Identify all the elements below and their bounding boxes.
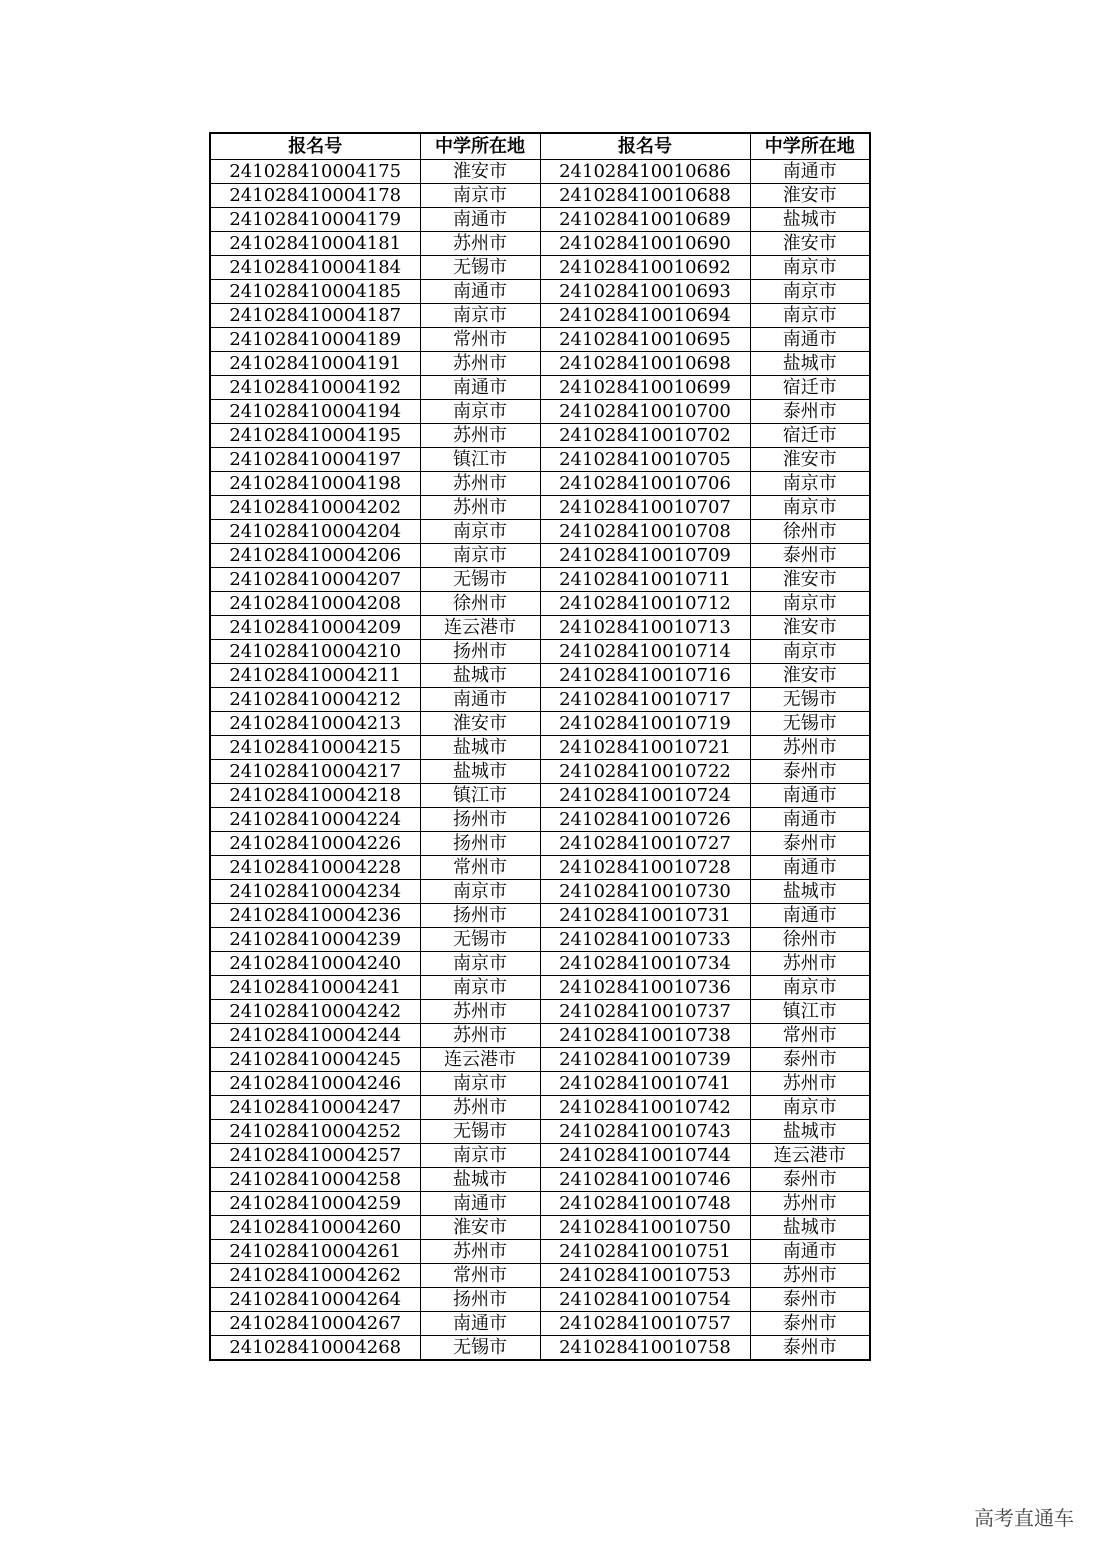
cell-registration-number: 241028410010711 xyxy=(540,568,750,592)
cell-school-location: 苏州市 xyxy=(750,1072,870,1096)
cell-registration-number: 241028410004236 xyxy=(210,904,420,928)
cell-school-location: 泰州市 xyxy=(750,832,870,856)
cell-registration-number: 241028410010727 xyxy=(540,832,750,856)
table-row xyxy=(210,232,870,256)
cell-registration-number: 241028410004204 xyxy=(210,520,420,544)
cell-school-location: 苏州市 xyxy=(750,952,870,976)
cell-school-location: 盐城市 xyxy=(420,1168,540,1192)
table-row xyxy=(210,400,870,424)
cell-registration-number: 241028410004181 xyxy=(210,232,420,256)
table-row xyxy=(210,304,870,328)
cell-registration-number: 241028410010728 xyxy=(540,856,750,880)
cell-school-location: 镇江市 xyxy=(750,1000,870,1024)
cell-school-location: 无锡市 xyxy=(750,712,870,736)
cell-registration-number: 241028410010698 xyxy=(540,352,750,376)
cell-school-location: 无锡市 xyxy=(420,568,540,592)
cell-school-location: 苏州市 xyxy=(420,424,540,448)
cell-school-location: 常州市 xyxy=(420,328,540,352)
table-row xyxy=(210,736,870,760)
cell-school-location: 南京市 xyxy=(420,520,540,544)
table-row xyxy=(210,328,870,352)
cell-school-location: 苏州市 xyxy=(420,1000,540,1024)
cell-registration-number: 241028410004242 xyxy=(210,1000,420,1024)
cell-school-location: 苏州市 xyxy=(750,1192,870,1216)
cell-registration-number: 241028410004209 xyxy=(210,616,420,640)
cell-registration-number: 241028410004260 xyxy=(210,1216,420,1240)
table-row xyxy=(210,1000,870,1024)
cell-registration-number: 241028410004241 xyxy=(210,976,420,1000)
cell-registration-number: 241028410004239 xyxy=(210,928,420,952)
cell-school-location: 扬州市 xyxy=(420,808,540,832)
cell-registration-number: 241028410010743 xyxy=(540,1120,750,1144)
cell-school-location: 无锡市 xyxy=(420,256,540,280)
cell-school-location: 南京市 xyxy=(420,1144,540,1168)
table-row xyxy=(210,184,870,208)
table-row xyxy=(210,832,870,856)
cell-school-location: 淮安市 xyxy=(750,232,870,256)
cell-school-location: 泰州市 xyxy=(750,400,870,424)
cell-school-location: 南京市 xyxy=(750,280,870,304)
cell-registration-number: 241028410010688 xyxy=(540,184,750,208)
cell-registration-number: 241028410004264 xyxy=(210,1288,420,1312)
cell-school-location: 泰州市 xyxy=(750,760,870,784)
cell-registration-number: 241028410010686 xyxy=(540,160,750,184)
cell-registration-number: 241028410004175 xyxy=(210,160,420,184)
cell-school-location: 淮安市 xyxy=(750,568,870,592)
table-row xyxy=(210,544,870,568)
cell-registration-number: 241028410004179 xyxy=(210,208,420,232)
cell-registration-number: 241028410010758 xyxy=(540,1336,750,1361)
table-row xyxy=(210,640,870,664)
cell-registration-number: 241028410004189 xyxy=(210,328,420,352)
cell-registration-number: 241028410010699 xyxy=(540,376,750,400)
table-row xyxy=(210,448,870,472)
table-row xyxy=(210,1048,870,1072)
table-row xyxy=(210,1144,870,1168)
table-row xyxy=(210,1096,870,1120)
cell-registration-number: 241028410010719 xyxy=(540,712,750,736)
cell-registration-number: 241028410004194 xyxy=(210,400,420,424)
cell-registration-number: 241028410004206 xyxy=(210,544,420,568)
cell-school-location: 泰州市 xyxy=(750,1336,870,1361)
cell-school-location: 南通市 xyxy=(750,904,870,928)
cell-registration-number: 241028410004228 xyxy=(210,856,420,880)
cell-school-location: 南京市 xyxy=(420,952,540,976)
cell-registration-number: 241028410004267 xyxy=(210,1312,420,1336)
cell-school-location: 常州市 xyxy=(420,1264,540,1288)
cell-registration-number: 241028410010724 xyxy=(540,784,750,808)
cell-school-location: 南京市 xyxy=(750,304,870,328)
table-row xyxy=(210,256,870,280)
cell-school-location: 南京市 xyxy=(420,1072,540,1096)
cell-school-location: 镇江市 xyxy=(420,448,540,472)
table-row xyxy=(210,1072,870,1096)
table-body xyxy=(210,160,870,1361)
cell-school-location: 常州市 xyxy=(750,1024,870,1048)
cell-school-location: 南通市 xyxy=(420,1192,540,1216)
cell-registration-number: 241028410010702 xyxy=(540,424,750,448)
cell-registration-number: 241028410004257 xyxy=(210,1144,420,1168)
cell-school-location: 泰州市 xyxy=(750,1288,870,1312)
cell-registration-number: 241028410004246 xyxy=(210,1072,420,1096)
table-row xyxy=(210,1264,870,1288)
cell-registration-number: 241028410010736 xyxy=(540,976,750,1000)
cell-school-location: 南京市 xyxy=(750,592,870,616)
table-row xyxy=(210,1288,870,1312)
cell-registration-number: 241028410004202 xyxy=(210,496,420,520)
cell-school-location: 无锡市 xyxy=(420,1336,540,1361)
cell-school-location: 淮安市 xyxy=(750,664,870,688)
cell-school-location: 盐城市 xyxy=(750,1216,870,1240)
cell-school-location: 淮安市 xyxy=(750,448,870,472)
cell-registration-number: 241028410004213 xyxy=(210,712,420,736)
cell-registration-number: 241028410010750 xyxy=(540,1216,750,1240)
cell-school-location: 无锡市 xyxy=(420,928,540,952)
cell-school-location: 泰州市 xyxy=(750,544,870,568)
table-row xyxy=(210,880,870,904)
table-row xyxy=(210,688,870,712)
cell-school-location: 盐城市 xyxy=(420,736,540,760)
cell-school-location: 苏州市 xyxy=(420,472,540,496)
cell-registration-number: 241028410010733 xyxy=(540,928,750,952)
cell-registration-number: 241028410010746 xyxy=(540,1168,750,1192)
table-row xyxy=(210,856,870,880)
cell-school-location: 南通市 xyxy=(420,208,540,232)
cell-school-location: 徐州市 xyxy=(750,520,870,544)
cell-registration-number: 241028410010757 xyxy=(540,1312,750,1336)
header-registration-number: 报名号 xyxy=(540,133,750,160)
cell-school-location: 淮安市 xyxy=(420,712,540,736)
cell-registration-number: 241028410010754 xyxy=(540,1288,750,1312)
cell-registration-number: 241028410010700 xyxy=(540,400,750,424)
cell-school-location: 徐州市 xyxy=(420,592,540,616)
cell-registration-number: 241028410004217 xyxy=(210,760,420,784)
table-row xyxy=(210,1168,870,1192)
cell-registration-number: 241028410004212 xyxy=(210,688,420,712)
cell-registration-number: 241028410010695 xyxy=(540,328,750,352)
cell-registration-number: 241028410010690 xyxy=(540,232,750,256)
table-row xyxy=(210,664,870,688)
cell-school-location: 南京市 xyxy=(420,304,540,328)
cell-registration-number: 241028410010751 xyxy=(540,1240,750,1264)
cell-school-location: 淮安市 xyxy=(420,160,540,184)
cell-school-location: 南京市 xyxy=(750,1096,870,1120)
cell-school-location: 无锡市 xyxy=(420,1120,540,1144)
cell-registration-number: 241028410010737 xyxy=(540,1000,750,1024)
watermark-text: 高考直通车 xyxy=(974,1506,1074,1530)
table-row xyxy=(210,160,870,184)
cell-registration-number: 241028410004210 xyxy=(210,640,420,664)
table-row xyxy=(210,808,870,832)
cell-school-location: 南京市 xyxy=(750,256,870,280)
table-row xyxy=(210,712,870,736)
table-row xyxy=(210,496,870,520)
cell-school-location: 南京市 xyxy=(750,496,870,520)
cell-school-location: 宿迁市 xyxy=(750,376,870,400)
table-row xyxy=(210,1216,870,1240)
cell-registration-number: 241028410004208 xyxy=(210,592,420,616)
cell-school-location: 南通市 xyxy=(750,1240,870,1264)
cell-school-location: 南通市 xyxy=(750,808,870,832)
cell-registration-number: 241028410010734 xyxy=(540,952,750,976)
cell-registration-number: 241028410004187 xyxy=(210,304,420,328)
cell-registration-number: 241028410004197 xyxy=(210,448,420,472)
cell-registration-number: 241028410004258 xyxy=(210,1168,420,1192)
table-row xyxy=(210,520,870,544)
table-row xyxy=(210,1336,870,1361)
cell-school-location: 连云港市 xyxy=(750,1144,870,1168)
cell-registration-number: 241028410004244 xyxy=(210,1024,420,1048)
cell-registration-number: 241028410004185 xyxy=(210,280,420,304)
cell-registration-number: 241028410004192 xyxy=(210,376,420,400)
cell-school-location: 南京市 xyxy=(750,976,870,1000)
table-row xyxy=(210,280,870,304)
cell-school-location: 淮安市 xyxy=(750,616,870,640)
cell-school-location: 淮安市 xyxy=(750,184,870,208)
cell-school-location: 镇江市 xyxy=(420,784,540,808)
cell-school-location: 苏州市 xyxy=(420,232,540,256)
cell-registration-number: 241028410010748 xyxy=(540,1192,750,1216)
cell-registration-number: 241028410004198 xyxy=(210,472,420,496)
cell-school-location: 南京市 xyxy=(750,640,870,664)
table-row xyxy=(210,208,870,232)
cell-registration-number: 241028410010705 xyxy=(540,448,750,472)
cell-school-location: 苏州市 xyxy=(420,352,540,376)
table-row xyxy=(210,1192,870,1216)
cell-school-location: 南通市 xyxy=(750,784,870,808)
cell-registration-number: 241028410004215 xyxy=(210,736,420,760)
cell-school-location: 常州市 xyxy=(420,856,540,880)
cell-registration-number: 241028410004268 xyxy=(210,1336,420,1361)
table-row xyxy=(210,784,870,808)
table-row xyxy=(210,424,870,448)
cell-registration-number: 241028410010738 xyxy=(540,1024,750,1048)
header-school-location: 中学所在地 xyxy=(750,133,870,160)
cell-registration-number: 241028410010730 xyxy=(540,880,750,904)
cell-registration-number: 241028410004178 xyxy=(210,184,420,208)
cell-registration-number: 241028410010712 xyxy=(540,592,750,616)
cell-school-location: 南京市 xyxy=(420,976,540,1000)
cell-school-location: 南京市 xyxy=(750,472,870,496)
cell-registration-number: 241028410004195 xyxy=(210,424,420,448)
cell-registration-number: 241028410010717 xyxy=(540,688,750,712)
table-row xyxy=(210,904,870,928)
cell-registration-number: 241028410010708 xyxy=(540,520,750,544)
cell-registration-number: 241028410004261 xyxy=(210,1240,420,1264)
cell-registration-number: 241028410010744 xyxy=(540,1144,750,1168)
cell-school-location: 连云港市 xyxy=(420,616,540,640)
table-row xyxy=(210,1024,870,1048)
cell-registration-number: 241028410010722 xyxy=(540,760,750,784)
cell-registration-number: 241028410004226 xyxy=(210,832,420,856)
cell-registration-number: 241028410004207 xyxy=(210,568,420,592)
cell-school-location: 南通市 xyxy=(420,280,540,304)
cell-school-location: 淮安市 xyxy=(420,1216,540,1240)
cell-registration-number: 241028410004191 xyxy=(210,352,420,376)
cell-registration-number: 241028410010726 xyxy=(540,808,750,832)
table-row xyxy=(210,592,870,616)
table-row xyxy=(210,352,870,376)
cell-registration-number: 241028410004252 xyxy=(210,1120,420,1144)
header-school-location: 中学所在地 xyxy=(420,133,540,160)
cell-registration-number: 241028410010741 xyxy=(540,1072,750,1096)
cell-registration-number: 241028410010706 xyxy=(540,472,750,496)
cell-school-location: 盐城市 xyxy=(750,208,870,232)
cell-registration-number: 241028410010753 xyxy=(540,1264,750,1288)
cell-registration-number: 241028410010739 xyxy=(540,1048,750,1072)
cell-school-location: 南京市 xyxy=(420,544,540,568)
cell-registration-number: 241028410004262 xyxy=(210,1264,420,1288)
cell-registration-number: 241028410010693 xyxy=(540,280,750,304)
cell-school-location: 盐城市 xyxy=(420,664,540,688)
cell-school-location: 徐州市 xyxy=(750,928,870,952)
cell-school-location: 南通市 xyxy=(750,328,870,352)
cell-school-location: 苏州市 xyxy=(420,1096,540,1120)
cell-school-location: 苏州市 xyxy=(750,1264,870,1288)
cell-registration-number: 241028410010731 xyxy=(540,904,750,928)
cell-school-location: 盐城市 xyxy=(420,760,540,784)
cell-school-location: 盐城市 xyxy=(750,352,870,376)
cell-school-location: 连云港市 xyxy=(420,1048,540,1072)
cell-registration-number: 241028410010721 xyxy=(540,736,750,760)
table-row xyxy=(210,760,870,784)
cell-school-location: 南通市 xyxy=(750,160,870,184)
table-row xyxy=(210,616,870,640)
table-row xyxy=(210,952,870,976)
table-row xyxy=(210,1120,870,1144)
cell-registration-number: 241028410010742 xyxy=(540,1096,750,1120)
table-row xyxy=(210,568,870,592)
table-row xyxy=(210,1312,870,1336)
cell-school-location: 苏州市 xyxy=(420,1024,540,1048)
cell-school-location: 扬州市 xyxy=(420,1288,540,1312)
cell-registration-number: 241028410010707 xyxy=(540,496,750,520)
table-row xyxy=(210,1240,870,1264)
cell-registration-number: 241028410004234 xyxy=(210,880,420,904)
cell-school-location: 南通市 xyxy=(420,1312,540,1336)
cell-registration-number: 241028410010714 xyxy=(540,640,750,664)
cell-school-location: 泰州市 xyxy=(750,1312,870,1336)
cell-registration-number: 241028410010694 xyxy=(540,304,750,328)
cell-registration-number: 241028410004240 xyxy=(210,952,420,976)
cell-school-location: 扬州市 xyxy=(420,640,540,664)
cell-school-location: 无锡市 xyxy=(750,688,870,712)
cell-registration-number: 241028410004259 xyxy=(210,1192,420,1216)
cell-school-location: 苏州市 xyxy=(750,736,870,760)
cell-registration-number: 241028410010716 xyxy=(540,664,750,688)
cell-school-location: 扬州市 xyxy=(420,832,540,856)
cell-school-location: 泰州市 xyxy=(750,1048,870,1072)
cell-registration-number: 241028410010709 xyxy=(540,544,750,568)
header-row xyxy=(210,133,870,160)
cell-school-location: 宿迁市 xyxy=(750,424,870,448)
cell-registration-number: 241028410010692 xyxy=(540,256,750,280)
cell-registration-number: 241028410004184 xyxy=(210,256,420,280)
table-header xyxy=(210,133,870,160)
cell-school-location: 盐城市 xyxy=(750,880,870,904)
cell-school-location: 南通市 xyxy=(420,376,540,400)
header-registration-number: 报名号 xyxy=(210,133,420,160)
cell-school-location: 南京市 xyxy=(420,184,540,208)
registration-table xyxy=(209,132,871,1361)
cell-registration-number: 241028410004211 xyxy=(210,664,420,688)
cell-school-location: 扬州市 xyxy=(420,904,540,928)
cell-school-location: 南通市 xyxy=(420,688,540,712)
cell-school-location: 苏州市 xyxy=(420,496,540,520)
cell-registration-number: 241028410004247 xyxy=(210,1096,420,1120)
cell-school-location: 泰州市 xyxy=(750,1168,870,1192)
cell-registration-number: 241028410010689 xyxy=(540,208,750,232)
cell-school-location: 盐城市 xyxy=(750,1120,870,1144)
cell-school-location: 南京市 xyxy=(420,400,540,424)
table-row xyxy=(210,928,870,952)
table-row xyxy=(210,472,870,496)
table-row xyxy=(210,976,870,1000)
cell-school-location: 南通市 xyxy=(750,856,870,880)
cell-registration-number: 241028410010713 xyxy=(540,616,750,640)
table-row xyxy=(210,376,870,400)
cell-registration-number: 241028410004245 xyxy=(210,1048,420,1072)
cell-school-location: 南京市 xyxy=(420,880,540,904)
cell-school-location: 苏州市 xyxy=(420,1240,540,1264)
cell-registration-number: 241028410004218 xyxy=(210,784,420,808)
cell-registration-number: 241028410004224 xyxy=(210,808,420,832)
